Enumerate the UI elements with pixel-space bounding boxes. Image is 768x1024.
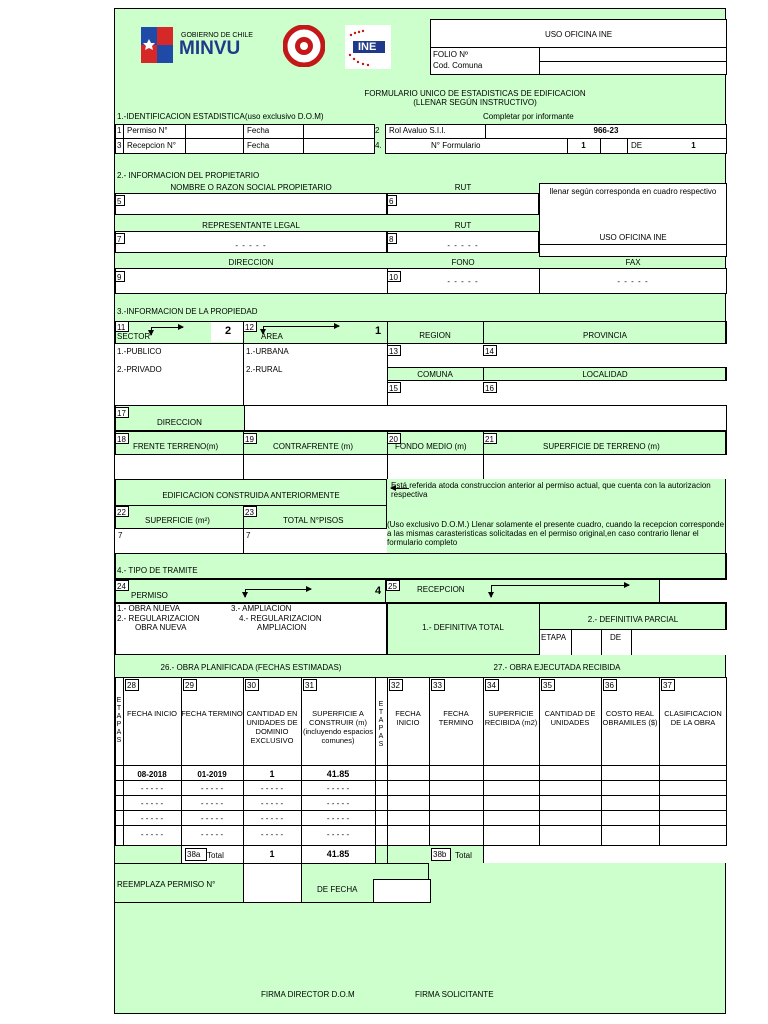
provincia-field[interactable]	[499, 345, 725, 366]
table-cell[interactable]: - - - - -	[140, 784, 164, 793]
table-cell[interactable]: - - - - -	[260, 830, 284, 839]
reg-obra-nueva-option: 2.- REGULARIZACION	[117, 614, 200, 623]
etapas-left-label: ETAPAS	[116, 697, 122, 744]
area-value[interactable]: 1	[375, 325, 382, 337]
edif-pisos-label: TOTAL N°PISOS	[283, 516, 344, 525]
table-cell[interactable]: - - - - -	[140, 799, 164, 808]
representante-label: REPRESENTANTE LEGAL	[202, 221, 300, 230]
table-cell[interactable]: 1	[269, 769, 275, 779]
reg-obra-nueva-option-2: OBRA NUEVA	[135, 623, 187, 632]
completar-informante: Completar por informante	[483, 112, 574, 121]
permiso-field[interactable]	[186, 125, 242, 137]
representante-value[interactable]: - - - - -	[235, 241, 267, 250]
de-label: DE	[631, 141, 643, 150]
ampliacion-option: 3.- AMPLIACION	[231, 604, 292, 613]
direccion-field[interactable]	[127, 269, 385, 293]
etapa-de-label: DE	[610, 633, 622, 642]
obra-ejecutada-heading: 27.- OBRA EJECUTADA RECIBIDA	[493, 663, 621, 672]
num-8: 8	[387, 233, 397, 244]
cod-comuna-field[interactable]	[540, 62, 726, 74]
uso-oficina-ine-2: USO OFICINA INE	[599, 233, 667, 242]
col-num-31: 31	[303, 679, 317, 691]
col-num-33: 33	[431, 679, 445, 691]
permiso-tramite-label: PERMISO	[131, 591, 168, 600]
fono-value[interactable]: - - - - -	[447, 277, 479, 286]
rut-field-1[interactable]	[399, 194, 537, 214]
section2-heading: 2.- INFORMACION DEL PROPIETARIO	[117, 171, 260, 180]
fax-label: FAX	[625, 258, 641, 267]
contrafrente-label: CONTRAFRENTE (m)	[273, 442, 353, 451]
num-38b: 38b	[431, 848, 451, 861]
edif-note-2: (Uso exclusivo D.O.M.) Llenar solamente el presente cuadro, cuando la recepcion corresponde a las mismas carasteristicas solicitadas en el permiso original,en caso contrario llenar el formulario completo	[387, 520, 725, 547]
cod-comuna-label: Cod. Comuna	[433, 61, 483, 70]
rut-label-1: RUT	[454, 183, 472, 192]
recepcion-tramite-label: RECEPCION	[417, 585, 465, 594]
col-header: SUPERFICIE A CONSTRUIR (m) (incluyendo espacios comunes)	[302, 709, 374, 745]
fax-value[interactable]: - - - - -	[617, 277, 649, 286]
num-20: 20	[387, 433, 401, 444]
camara-seal	[283, 25, 325, 67]
num-1: 1	[117, 126, 122, 135]
nombre-label: NOMBRE O RAZON SOCIAL PROPIETARIO	[170, 183, 332, 192]
etapas-right-label: ETAPAS	[378, 701, 384, 748]
num-3: 3	[117, 141, 122, 150]
comuna-label: COMUNA	[417, 370, 453, 379]
num-17: 17	[115, 407, 129, 418]
num-6: 6	[387, 195, 397, 206]
table-cell[interactable]: 41.85	[326, 769, 350, 779]
col-num-28: 28	[125, 679, 139, 691]
table-cell[interactable]: - - - - -	[326, 814, 350, 823]
total-label-right: Total	[455, 851, 472, 860]
col-header: CANTIDAD DE UNIDADES	[544, 709, 596, 727]
rol-avaluo-label: Rol Avaluo S.I.I.	[389, 126, 446, 135]
definitiva-total-option: 1.- DEFINITIVA TOTAL	[422, 623, 504, 632]
formulario-label: N° Formulario	[431, 141, 481, 150]
num-38a: 38a	[185, 848, 207, 861]
edif-note-1: Está referida atoda construccion anterior al permiso actual, que cuenta con la autorizacion respectiva	[391, 481, 711, 499]
col-num-30: 30	[245, 679, 259, 691]
firma-solicitante-label: FIRMA SOLICITANTE	[415, 990, 494, 999]
section1-heading: 1.-IDENTIFICACION ESTADISTICA(uso exclusivo D.O.M)	[117, 112, 324, 121]
col-num-29: 29	[183, 679, 197, 691]
table-cell[interactable]: - - - - -	[326, 799, 350, 808]
urbana-option: 1.-URBANA	[246, 347, 289, 356]
etapa-label: ETAPA	[541, 633, 567, 642]
edif-pisos-value[interactable]: 7	[246, 531, 251, 540]
fondo-label: FONDO MEDIO (m)	[395, 442, 467, 451]
gobierno-text: GOBIERNO DE CHILE	[181, 32, 253, 39]
region-field[interactable]	[403, 345, 481, 366]
sector-label: SECTOR	[117, 332, 151, 341]
frente-label: FRENTE TERRENO(m)	[133, 442, 219, 451]
obra-planificada-heading: 26.- OBRA PLANIFICADA (FECHAS ESTIMADAS)	[160, 663, 342, 672]
edif-superficie-value[interactable]: 7	[118, 531, 123, 540]
llenar-note: llenar según corresponda en cuadro respectivo	[549, 187, 717, 196]
reg-ampliacion-option-2: AMPLIACION	[257, 623, 307, 632]
etapa-de-field[interactable]	[632, 630, 726, 654]
num-19: 19	[243, 433, 257, 444]
num-2: 2	[375, 126, 380, 135]
edificacion-label: EDIFICACION CONSTRUIDA ANTERIORMENTE	[162, 491, 340, 500]
num-4: 4.	[375, 141, 382, 150]
rut-label-2: RUT	[454, 221, 472, 230]
num-13: 13	[387, 345, 401, 356]
table-cell[interactable]: 01-2019	[197, 770, 227, 779]
col-num-32: 32	[389, 679, 403, 691]
statistics-form	[114, 8, 726, 1014]
col-header: COSTO REAL OBRAMILES ($)	[602, 709, 658, 727]
frente-field[interactable]	[116, 456, 242, 478]
col-header: FECHA INICIO	[126, 709, 177, 718]
formulario-value[interactable]: 1	[581, 141, 586, 150]
fono-label: FONO	[451, 258, 475, 267]
col-header: FECHA TERMINO	[438, 709, 474, 727]
table-cell[interactable]: - - - - -	[326, 830, 350, 839]
table-cell[interactable]: - - - - -	[326, 784, 350, 793]
direccion-label: DIRECCION	[228, 258, 274, 267]
de-fecha-field[interactable]	[373, 879, 431, 903]
table-cell[interactable]: - - - - -	[200, 799, 224, 808]
reemplaza-field[interactable]	[244, 879, 300, 901]
num-21: 21	[483, 433, 497, 444]
num-5: 5	[115, 195, 125, 206]
form-subtitle: (LLENAR SEGÚN INSTRUCTIVO)	[413, 98, 537, 107]
provincia-label: PROVINCIA	[582, 331, 627, 340]
num-7: 7	[115, 233, 125, 244]
table-cell[interactable]: - - - - -	[260, 814, 284, 823]
form-title: FORMULARIO UNICO DE ESTADISTICAS DE EDIFICACION	[364, 89, 586, 98]
edif-superficie-label: SUPERFICIE (m²)	[145, 516, 210, 525]
uso-oficina-ine: USO OFICINA INE	[544, 30, 613, 39]
rol-avaluo-value[interactable]: 966-23	[593, 126, 619, 135]
localidad-field[interactable]	[499, 382, 725, 403]
recepcion-label: Recepcion N°	[127, 141, 176, 150]
fecha-label-2: Fecha	[247, 141, 270, 150]
area-label: AREA	[261, 332, 283, 341]
folio-field[interactable]	[540, 48, 726, 61]
table-cell[interactable]: 08-2018	[137, 770, 167, 779]
de-fecha-label: DE FECHA	[317, 885, 358, 894]
num-14: 14	[483, 345, 497, 356]
sector-value[interactable]: 2	[225, 325, 232, 337]
nombre-field[interactable]	[127, 194, 385, 214]
recepcion-fecha-field[interactable]	[304, 139, 374, 153]
table-cell[interactable]: - - - - -	[260, 799, 284, 808]
table-cell[interactable]: - - - - -	[140, 830, 164, 839]
num-25: 25	[386, 580, 400, 591]
publico-option: 1.-PUBLICO	[117, 347, 162, 356]
num-10: 10	[387, 271, 401, 282]
col-num-37: 37	[661, 679, 675, 691]
contrafrente-field[interactable]	[244, 456, 386, 478]
section4-heading: 4.- TIPO DE TRAMITE	[117, 566, 198, 575]
col-num-34: 34	[485, 679, 499, 691]
reg-ampliacion-option: 4.- REGULARIZACION	[239, 614, 322, 623]
total-units-value: 1	[269, 849, 275, 859]
ine-logo	[345, 25, 391, 69]
table-cell[interactable]: - - - - -	[260, 784, 284, 793]
superficie-terreno-label: SUPERFICIE DE TERRENO (m)	[543, 442, 660, 451]
table-cell[interactable]: - - - - -	[200, 814, 224, 823]
firma-director-label: FIRMA DIRECTOR D.O.M	[261, 990, 355, 999]
num-23: 23	[243, 506, 257, 517]
col-header: CLASIFICACION DE LA OBRA	[664, 709, 722, 727]
folio-label: FOLIO Nº	[433, 50, 468, 59]
total-superficie-value: 41.85	[326, 849, 350, 859]
num-16: 16	[483, 382, 497, 393]
num-9: 9	[115, 271, 125, 282]
col-header: FECHA INICIO	[395, 709, 421, 727]
col-num-35: 35	[541, 679, 555, 691]
direccion-prop-field[interactable]	[246, 407, 725, 429]
region-label: REGION	[419, 331, 451, 340]
num-22: 22	[115, 506, 129, 517]
table-cell[interactable]: - - - - -	[140, 814, 164, 823]
total-label-left: Total	[207, 851, 224, 860]
rut-value-2[interactable]: - - - - -	[447, 241, 479, 250]
num-12: 12	[243, 321, 257, 332]
num-11: 11	[115, 321, 129, 332]
privado-option: 2.-PRIVADO	[117, 365, 162, 374]
de-value[interactable]: 1	[691, 141, 696, 150]
num-24: 24	[115, 580, 129, 591]
table-cell[interactable]: - - - - -	[200, 784, 224, 793]
col-header: FECHA TERMINO	[181, 709, 243, 718]
col-header: SUPERFICIE RECIBIDA (m2)	[484, 709, 538, 727]
section3-heading: 3.-INFORMACION DE LA PROPIEDAD	[117, 307, 258, 316]
permiso-label: Permiso N°	[127, 126, 168, 135]
num-18: 18	[115, 433, 129, 444]
superficie-terreno-field[interactable]	[484, 456, 725, 478]
minvu-text: MINVU	[179, 38, 241, 59]
fecha-label-1: Fecha	[247, 126, 270, 135]
rural-option: 2.-RURAL	[246, 365, 283, 374]
ine-text: INE	[358, 41, 377, 53]
col-header: CANTIDAD EN UNIDADES DE DOMINIO EXCLUSIVO	[246, 709, 298, 745]
minvu-logo	[141, 25, 251, 65]
definitiva-parcial-option: 2.- DEFINITIVA PARCIAL	[587, 615, 679, 624]
table-cell[interactable]: - - - - -	[200, 830, 224, 839]
num-15: 15	[387, 382, 401, 393]
direccion-prop-label: DIRECCION	[157, 418, 202, 427]
obra-nueva-option: 1.- OBRA NUEVA	[117, 604, 180, 613]
col-num-36: 36	[603, 679, 617, 691]
etapa-field[interactable]	[572, 630, 600, 654]
comuna-field[interactable]	[403, 382, 481, 403]
recepcion-field[interactable]	[186, 139, 242, 153]
reemplaza-label: REEMPLAZA PERMISO N°	[117, 880, 216, 889]
localidad-label: LOCALIDAD	[582, 370, 628, 379]
permiso-tramite-value[interactable]: 4	[375, 585, 382, 597]
fondo-field[interactable]	[388, 456, 482, 478]
permiso-fecha-field[interactable]	[304, 125, 374, 137]
